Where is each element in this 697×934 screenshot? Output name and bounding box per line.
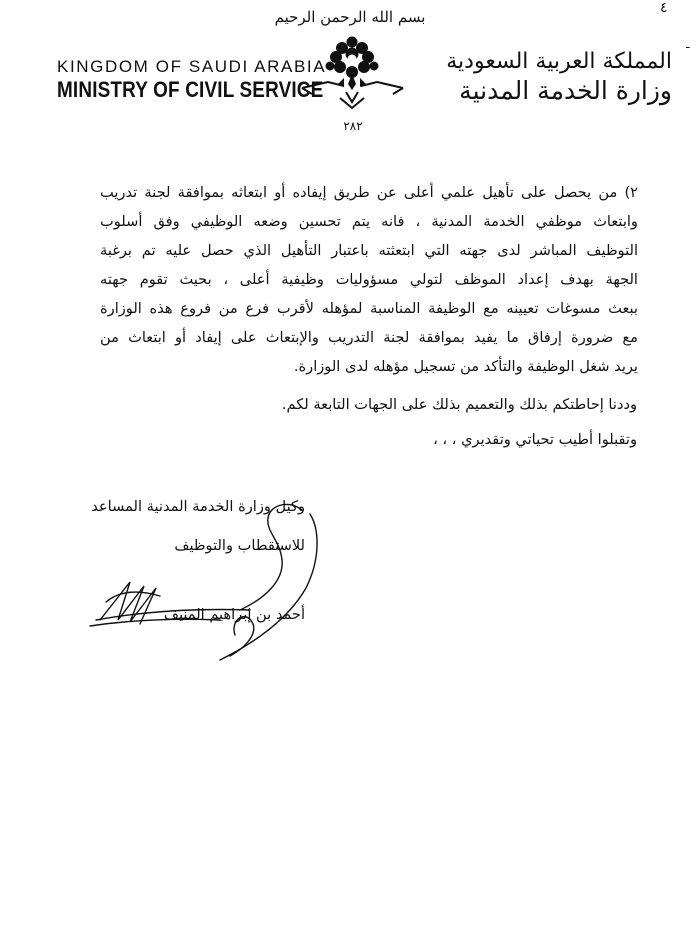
body-line: التوظيف المباشر لدى جهته التي ابتعثته باعتبار التأهيل الذي حصل عليه تم برغبة <box>100 242 638 259</box>
reference-number: ٢٨٢ <box>343 119 363 133</box>
ministry-emblem-icon <box>300 32 405 122</box>
body-line: ٢) من يحصل على تأهيل علمي أعلى عن طريق إيفاده أو ابتعاثه بموافقة لجنة تدريب <box>100 184 638 201</box>
arabic-ministry-line: وزارة الخدمة المدنية <box>459 76 672 105</box>
arabic-kingdom-line: المملكة العربية السعودية <box>446 49 672 74</box>
english-ministry-line: MINISTRY OF CIVIL SERVICE <box>57 77 324 102</box>
handwritten-signature <box>70 470 330 670</box>
signatory-title: وكيل وزارة الخدمة المدنية المساعد <box>91 498 305 515</box>
edge-mark: ـ <box>686 37 690 51</box>
body-line: ببعث مسوغات تعيينه مع الوظيفة المناسبة لمؤهله لأقرب فرع من فروع هذه الوزارة <box>100 300 638 317</box>
body-line: مع ضرورة إرفاق ما يفيد بموافقة لجنة التدريب والإبتعاث على إيفاد أو ابتعاث من <box>100 329 638 346</box>
english-letterhead <box>57 57 327 103</box>
basmala: بسم الله الرحمن الرحيم <box>274 8 426 26</box>
corner-mark: ٤ <box>660 0 668 16</box>
closing-line: وتقبلوا أطيب تحياتي وتقديري ، ، ، <box>433 431 637 448</box>
arabic-letterhead <box>422 48 672 106</box>
body-line: وابتعاث موظفي الخدمة المدنية ، فانه يتم تحسين وضعه الوظيفي وفق أسلوب <box>100 213 638 230</box>
body-line: الجهة بهدف إعداد الموظف لتولي مسؤوليات وظيفية أعلى ، بحيث تقوم جهته <box>100 271 638 288</box>
body-paragraph <box>100 178 638 381</box>
signatory-name: أحمد بن إبراهيم المنيف <box>163 606 305 623</box>
signatory-department: للاستقطاب والتوظيف <box>174 537 305 554</box>
body-line: يريد شغل الوظيفة والتأكد من تسجيل مؤهله لدى الوزارة. <box>293 358 638 375</box>
english-kingdom-line: KINGDOM OF SAUDI ARABIA <box>57 57 327 76</box>
notice-line: وددنا إحاطتكم بذلك والتعميم بذلك على الجهات التابعة لكم. <box>281 396 637 413</box>
